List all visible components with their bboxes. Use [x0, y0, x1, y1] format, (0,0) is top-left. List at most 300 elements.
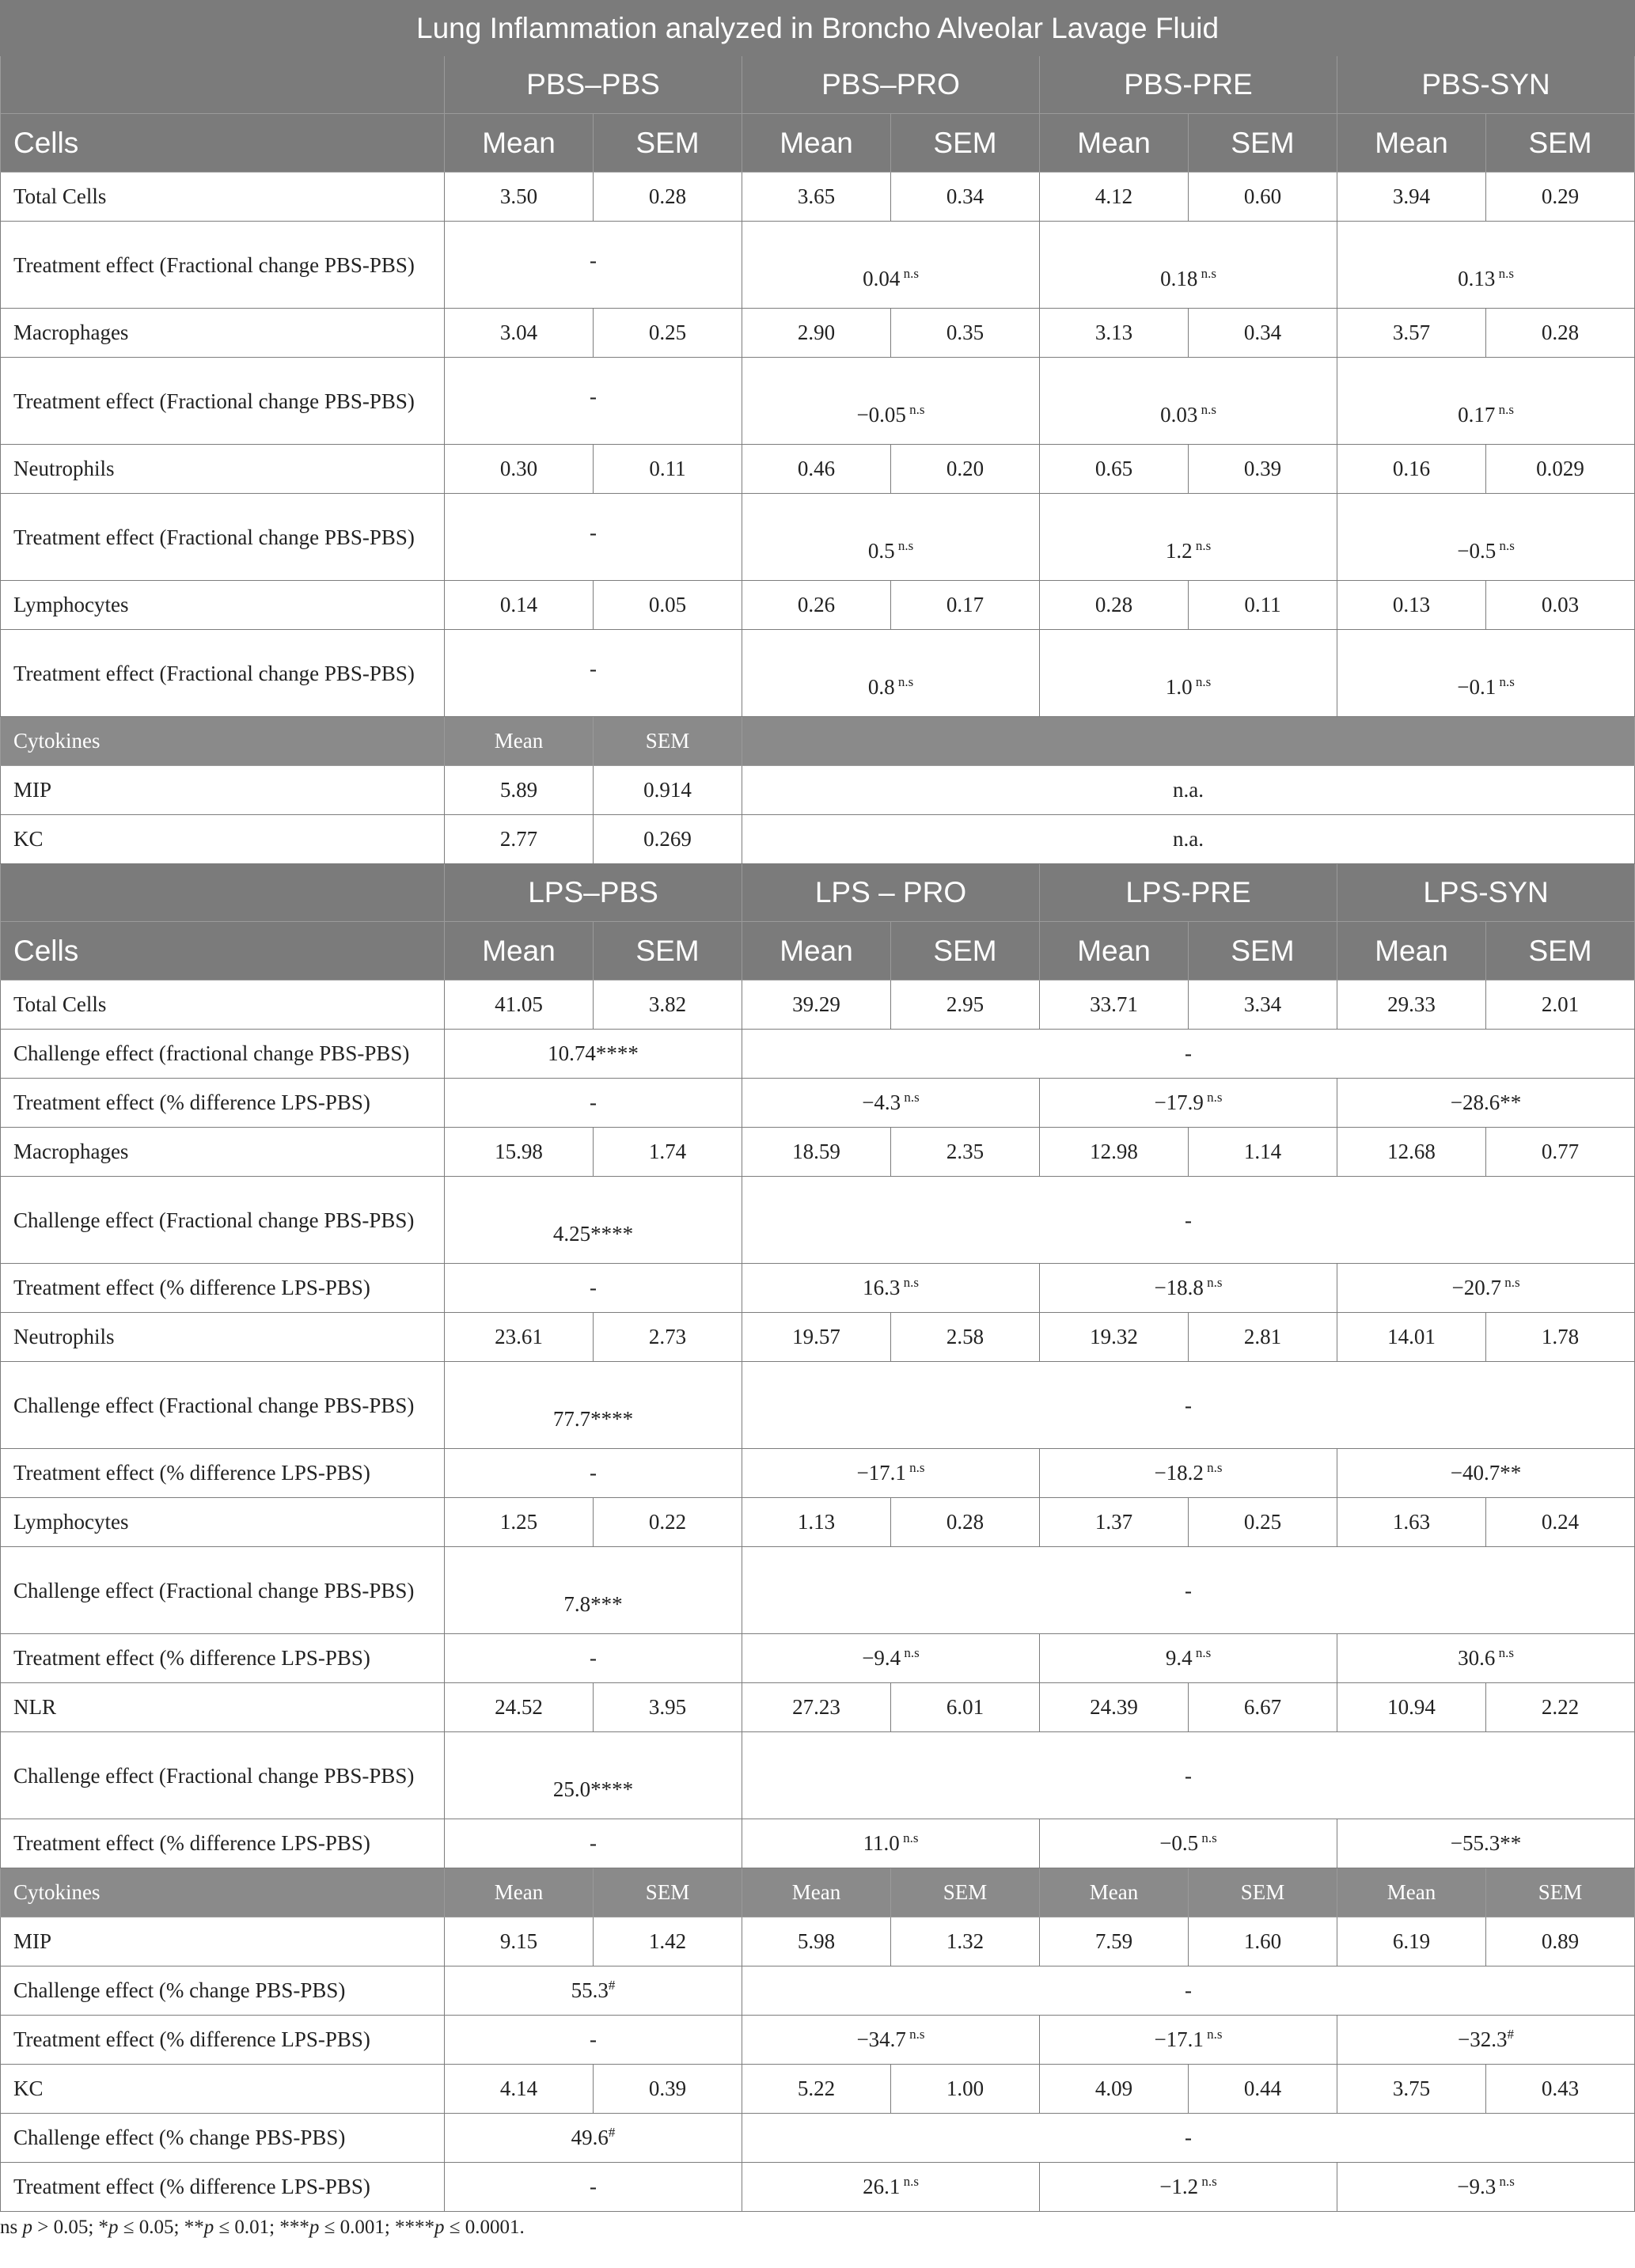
value-cell: 0.13 — [1337, 581, 1486, 630]
effect-cell: −0.05 $^{n.s}$ — [742, 358, 1040, 445]
effect-cell: −17.1 $^{n.s}$ — [1040, 2016, 1337, 2065]
challenge-rest-cell: - — [742, 2114, 1635, 2163]
lps-challenge-row — [1, 1732, 1635, 1819]
pbs-treatment-row — [1, 494, 1635, 581]
value-cell: 2.90 — [742, 309, 891, 358]
mean-header: Mean — [742, 922, 891, 980]
significance-mark: n.s — [1203, 1460, 1223, 1475]
pbs-subheader-row — [1, 114, 1635, 173]
lps-group-1: LPS – PRO — [742, 864, 1040, 922]
value-cell: 1.14 — [1189, 1128, 1337, 1177]
row-label: Treatment effect (% difference LPS-PBS) — [1, 1634, 445, 1683]
lps-challenge-row — [1, 2114, 1635, 2163]
significance-mark: n.s — [1192, 674, 1212, 689]
significance-mark: n.s — [1495, 1645, 1514, 1660]
lps-cells-label: Cells — [1, 922, 445, 980]
sem-header: SEM — [1486, 114, 1635, 173]
cytokines-label: Cytokines — [1, 1868, 445, 1917]
mean-header: Mean — [445, 114, 594, 173]
row-label: Challenge effect (% change PBS-PBS) — [1, 1966, 445, 2016]
value-cell: 0.14 — [445, 581, 594, 630]
lps-group-0: LPS–PBS — [445, 864, 742, 922]
sem-header: SEM — [1189, 1868, 1337, 1917]
value-cell: 0.17 — [891, 581, 1040, 630]
p-symbol: p — [203, 2217, 214, 2238]
value-cell: 3.50 — [445, 173, 594, 222]
pbs-data-row — [1, 173, 1635, 222]
value-cell: 3.65 — [742, 173, 891, 222]
significance-mark: # — [608, 1978, 616, 1993]
effect-cell: −17.9 $^{n.s}$ — [1040, 1079, 1337, 1128]
table-title: Lung Inflammation analyzed in Broncho Alveolar Lavage Fluid — [1, 1, 1635, 56]
na-cell: n.a. — [742, 815, 1635, 864]
effect-cell: 0.04 $^{n.s}$ — [742, 222, 1040, 309]
value-cell: 2.77 — [445, 815, 594, 864]
effect-cell: −20.7 $^{n.s}$ — [1337, 1264, 1635, 1313]
row-label: Treatment effect (Fractional change PBS-PBS) — [1, 630, 445, 717]
value-cell: 1.37 — [1040, 1498, 1189, 1547]
lps-group-2: LPS-PRE — [1040, 864, 1337, 922]
row-label: Treatment effect (Fractional change PBS-PBS) — [1, 358, 445, 445]
value-cell: 0.60 — [1189, 173, 1337, 222]
value-cell: 0.34 — [1189, 309, 1337, 358]
challenge-rest-cell: - — [742, 1030, 1635, 1079]
value-cell: 5.89 — [445, 766, 594, 815]
pbs-cytokine-row — [1, 815, 1635, 864]
significance-mark: n.s — [1192, 538, 1212, 553]
row-label: MIP — [1, 766, 445, 815]
value-cell: 3.82 — [594, 980, 742, 1030]
value-cell: 2.58 — [891, 1313, 1040, 1362]
effect-cell: −34.7 $^{n.s}$ — [742, 2016, 1040, 2065]
lps-data-row — [1, 1313, 1635, 1362]
sem-header: SEM — [891, 922, 1040, 980]
significance-mark: n.s — [1197, 266, 1216, 281]
value-cell: 1.78 — [1486, 1313, 1635, 1362]
challenge-effect-cell: 25.0**** — [445, 1732, 742, 1819]
effect-cell: 9.4 $^{n.s}$ — [1040, 1634, 1337, 1683]
pbs-data-row — [1, 445, 1635, 494]
challenge-rest-cell: - — [742, 1362, 1635, 1449]
value-cell: 0.28 — [1486, 309, 1635, 358]
challenge-effect-cell: 55.3# — [445, 1966, 742, 2016]
effect-cell: −40.7** — [1337, 1449, 1635, 1498]
value-cell: 1.13 — [742, 1498, 891, 1547]
value-cell: 3.95 — [594, 1683, 742, 1732]
challenge-effect-cell: 10.74**** — [445, 1030, 742, 1079]
sem-header: SEM — [594, 1868, 742, 1917]
significance-mark: n.s — [1192, 1645, 1212, 1660]
row-label: Treatment effect (Fractional change PBS-PBS) — [1, 494, 445, 581]
row-label: Macrophages — [1, 1128, 445, 1177]
value-cell: 0.65 — [1040, 445, 1189, 494]
row-label: Treatment effect (% difference LPS-PBS) — [1, 1449, 445, 1498]
value-cell: 5.22 — [742, 2065, 891, 2114]
effect-cell: −0.5 $^{n.s}$ — [1040, 1819, 1337, 1868]
pbs-group-header-blank — [1, 56, 445, 114]
effect-cell: - — [445, 1264, 742, 1313]
effect-cell: 0.18 $^{n.s}$ — [1040, 222, 1337, 309]
effect-cell: 1.0 $^{n.s}$ — [1040, 630, 1337, 717]
effect-cell: −4.3 $^{n.s}$ — [742, 1079, 1040, 1128]
lps-cytokines-header-row — [1, 1868, 1635, 1917]
pbs-treatment-row — [1, 358, 1635, 445]
value-cell: 4.14 — [445, 2065, 594, 2114]
value-cell: 0.30 — [445, 445, 594, 494]
effect-cell: 16.3 $^{n.s}$ — [742, 1264, 1040, 1313]
value-cell: 1.63 — [1337, 1498, 1486, 1547]
challenge-effect-cell: 7.8*** — [445, 1547, 742, 1634]
value-cell: 23.61 — [445, 1313, 594, 1362]
sem-header: SEM — [594, 717, 742, 766]
effect-cell: −9.4 $^{n.s}$ — [742, 1634, 1040, 1683]
mean-header: Mean — [1337, 1868, 1486, 1917]
row-label: MIP — [1, 1917, 445, 1966]
lps-group-header-row — [1, 864, 1635, 922]
value-cell: 0.28 — [1040, 581, 1189, 630]
value-cell: 4.12 — [1040, 173, 1189, 222]
pbs-group-0: PBS–PBS — [445, 56, 742, 114]
mean-header: Mean — [742, 114, 891, 173]
row-label: Challenge effect (% change PBS-PBS) — [1, 2114, 445, 2163]
value-cell: 27.23 — [742, 1683, 891, 1732]
row-label: Total Cells — [1, 980, 445, 1030]
value-cell: 1.60 — [1189, 1917, 1337, 1966]
effect-cell: - — [445, 494, 742, 581]
row-label: Neutrophils — [1, 1313, 445, 1362]
row-label: Treatment effect (% difference LPS-PBS) — [1, 1079, 445, 1128]
challenge-effect-cell: 49.6# — [445, 2114, 742, 2163]
value-cell: 0.24 — [1486, 1498, 1635, 1547]
value-cell: 0.25 — [1189, 1498, 1337, 1547]
significance-mark: n.s — [1496, 674, 1515, 689]
lps-data-row — [1, 2065, 1635, 2114]
effect-cell: −18.2 $^{n.s}$ — [1040, 1449, 1337, 1498]
mean-header: Mean — [742, 1868, 891, 1917]
value-cell: 0.26 — [742, 581, 891, 630]
value-cell: 0.28 — [594, 173, 742, 222]
challenge-rest-cell: - — [742, 1547, 1635, 1634]
lps-treatment-row — [1, 1449, 1635, 1498]
significance-mark: n.s — [1198, 1830, 1217, 1845]
value-cell: 15.98 — [445, 1128, 594, 1177]
effect-cell: - — [445, 222, 742, 309]
significance-mark: n.s — [1496, 538, 1515, 553]
value-cell: 0.28 — [891, 1498, 1040, 1547]
cytokines-label: Cytokines — [1, 717, 445, 766]
pbs-group-header-row — [1, 56, 1635, 114]
lps-challenge-row — [1, 1547, 1635, 1634]
value-cell: 1.25 — [445, 1498, 594, 1547]
value-cell: 6.67 — [1189, 1683, 1337, 1732]
value-cell: 19.32 — [1040, 1313, 1189, 1362]
challenge-rest-cell: - — [742, 1732, 1635, 1819]
value-cell: 1.00 — [891, 2065, 1040, 2114]
value-cell: 2.22 — [1486, 1683, 1635, 1732]
sem-header: SEM — [594, 114, 742, 173]
lps-challenge-row — [1, 1966, 1635, 2016]
lps-subheader-row — [1, 922, 1635, 980]
lps-challenge-row — [1, 1030, 1635, 1079]
sem-header: SEM — [1189, 922, 1337, 980]
sem-header: SEM — [1486, 922, 1635, 980]
effect-cell: 30.6 $^{n.s}$ — [1337, 1634, 1635, 1683]
value-cell: 5.98 — [742, 1917, 891, 1966]
row-label: Treatment effect (% difference LPS-PBS) — [1, 2163, 445, 2212]
row-label: Lymphocytes — [1, 581, 445, 630]
row-label: Total Cells — [1, 173, 445, 222]
p-symbol: p — [108, 2217, 119, 2238]
value-cell: 1.74 — [594, 1128, 742, 1177]
significance-mark: n.s — [894, 674, 914, 689]
pbs-cytokine-row — [1, 766, 1635, 815]
lps-treatment-row — [1, 2163, 1635, 2212]
value-cell: 41.05 — [445, 980, 594, 1030]
pbs-cells-label: Cells — [1, 114, 445, 173]
effect-cell: −32.3# — [1337, 2016, 1635, 2065]
value-cell: 18.59 — [742, 1128, 891, 1177]
sem-header: SEM — [891, 1868, 1040, 1917]
lps-treatment-row — [1, 1079, 1635, 1128]
value-cell: 0.03 — [1486, 581, 1635, 630]
sem-header: SEM — [1486, 1868, 1635, 1917]
value-cell: 24.52 — [445, 1683, 594, 1732]
effect-cell: - — [445, 358, 742, 445]
value-cell: 0.44 — [1189, 2065, 1337, 2114]
value-cell: 12.68 — [1337, 1128, 1486, 1177]
effect-cell: - — [445, 1819, 742, 1868]
effect-cell: - — [445, 1449, 742, 1498]
significance-mark: n.s — [1203, 1275, 1223, 1290]
row-label: Treatment effect (% difference LPS-PBS) — [1, 2016, 445, 2065]
lps-data-row — [1, 980, 1635, 1030]
value-cell: 12.98 — [1040, 1128, 1189, 1177]
effect-cell: 26.1 $^{n.s}$ — [742, 2163, 1040, 2212]
value-cell: 2.81 — [1189, 1313, 1337, 1362]
p-symbol: p — [22, 2217, 32, 2238]
significance-mark: n.s — [1495, 402, 1514, 417]
value-cell: 2.35 — [891, 1128, 1040, 1177]
value-cell: 2.95 — [891, 980, 1040, 1030]
significance-mark: n.s — [1496, 2174, 1515, 2189]
effect-cell: 0.03 $^{n.s}$ — [1040, 358, 1337, 445]
effect-cell: - — [445, 1634, 742, 1683]
p-symbol: p — [434, 2217, 445, 2238]
value-cell: 0.914 — [594, 766, 742, 815]
significance-mark: # — [608, 2125, 616, 2140]
value-cell: 2.01 — [1486, 980, 1635, 1030]
table-body — [1, 1, 1635, 2212]
effect-cell: 0.13 $^{n.s}$ — [1337, 222, 1635, 309]
significance-mark: n.s — [901, 1090, 920, 1105]
significance-mark: # — [1507, 2027, 1515, 2042]
value-cell: 0.39 — [1189, 445, 1337, 494]
lps-treatment-row — [1, 1634, 1635, 1683]
value-cell: 1.32 — [891, 1917, 1040, 1966]
value-cell: 0.46 — [742, 445, 891, 494]
value-cell: 0.20 — [891, 445, 1040, 494]
value-cell: 2.73 — [594, 1313, 742, 1362]
value-cell: 0.16 — [1337, 445, 1486, 494]
table-title-row — [1, 1, 1635, 56]
value-cell: 6.01 — [891, 1683, 1040, 1732]
value-cell: 0.39 — [594, 2065, 742, 2114]
significance-mark: n.s — [1203, 2027, 1223, 2042]
row-label: Treatment effect (Fractional change PBS-PBS) — [1, 222, 445, 309]
effect-cell: - — [445, 630, 742, 717]
pbs-data-row — [1, 581, 1635, 630]
row-label: Treatment effect (% difference LPS-PBS) — [1, 1819, 445, 1868]
significance-mark: n.s — [900, 266, 919, 281]
lps-treatment-row — [1, 2016, 1635, 2065]
effect-cell: −0.5 $^{n.s}$ — [1337, 494, 1635, 581]
value-cell: 0.25 — [594, 309, 742, 358]
row-label: Challenge effect (Fractional change PBS-PBS) — [1, 1177, 445, 1264]
sem-header: SEM — [594, 922, 742, 980]
significance-mark: n.s — [894, 538, 914, 553]
value-cell: 24.39 — [1040, 1683, 1189, 1732]
value-cell: 0.269 — [594, 815, 742, 864]
row-label: KC — [1, 2065, 445, 2114]
pbs-group-2: PBS-PRE — [1040, 56, 1337, 114]
footnote: ns p > 0.05; *p ≤ 0.05; **p ≤ 0.01; ***p ≤ 0.001; ****p ≤ 0.0001. — [0, 2217, 525, 2238]
significance-mark: n.s — [1197, 402, 1216, 417]
significance-mark: n.s — [1495, 266, 1514, 281]
value-cell: 39.29 — [742, 980, 891, 1030]
effect-cell: 0.5 $^{n.s}$ — [742, 494, 1040, 581]
effect-cell: 11.0 $^{n.s}$ — [742, 1819, 1040, 1868]
value-cell: 29.33 — [1337, 980, 1486, 1030]
row-label: Lymphocytes — [1, 1498, 445, 1547]
value-cell: 0.29 — [1486, 173, 1635, 222]
challenge-effect-cell: 77.7**** — [445, 1362, 742, 1449]
row-label: NLR — [1, 1683, 445, 1732]
value-cell: 0.43 — [1486, 2065, 1635, 2114]
effect-cell: - — [445, 2016, 742, 2065]
effect-cell: 1.2 $^{n.s}$ — [1040, 494, 1337, 581]
value-cell: 9.15 — [445, 1917, 594, 1966]
significance-mark: n.s — [1203, 1090, 1223, 1105]
effect-cell: −0.1 $^{n.s}$ — [1337, 630, 1635, 717]
pbs-data-row — [1, 309, 1635, 358]
mean-header: Mean — [1337, 922, 1486, 980]
effect-cell: −55.3** — [1337, 1819, 1635, 1868]
lps-challenge-row — [1, 1362, 1635, 1449]
value-cell: 10.94 — [1337, 1683, 1486, 1732]
mean-header: Mean — [1040, 1868, 1189, 1917]
value-cell: 0.77 — [1486, 1128, 1635, 1177]
value-cell: 1.42 — [594, 1917, 742, 1966]
value-cell: 0.029 — [1486, 445, 1635, 494]
mean-header: Mean — [445, 922, 594, 980]
effect-cell: −9.3 $^{n.s}$ — [1337, 2163, 1635, 2212]
mean-header: Mean — [1337, 114, 1486, 173]
row-label: KC — [1, 815, 445, 864]
value-cell: 0.11 — [1189, 581, 1337, 630]
effect-cell: −18.8 $^{n.s}$ — [1040, 1264, 1337, 1313]
value-cell: 0.05 — [594, 581, 742, 630]
value-cell: 6.19 — [1337, 1917, 1486, 1966]
mean-header: Mean — [445, 717, 594, 766]
lps-treatment-row — [1, 1264, 1635, 1313]
effect-cell: −28.6** — [1337, 1079, 1635, 1128]
lps-group-3: LPS-SYN — [1337, 864, 1635, 922]
value-cell: 4.09 — [1040, 2065, 1189, 2114]
lps-group-header-blank — [1, 864, 445, 922]
row-label: Macrophages — [1, 309, 445, 358]
lps-data-row — [1, 1917, 1635, 1966]
value-cell: 3.75 — [1337, 2065, 1486, 2114]
value-cell: 33.71 — [1040, 980, 1189, 1030]
row-label: Neutrophils — [1, 445, 445, 494]
value-cell: 0.11 — [594, 445, 742, 494]
value-cell: 3.34 — [1189, 980, 1337, 1030]
row-label: Treatment effect (% difference LPS-PBS) — [1, 1264, 445, 1313]
value-cell: 0.35 — [891, 309, 1040, 358]
sem-header: SEM — [891, 114, 1040, 173]
row-label: Challenge effect (Fractional change PBS-PBS) — [1, 1732, 445, 1819]
significance-mark: n.s — [905, 402, 925, 417]
row-label: Challenge effect (fractional change PBS-PBS) — [1, 1030, 445, 1079]
cytokines-header-blank — [742, 717, 1635, 766]
row-label: Challenge effect (Fractional change PBS-PBS) — [1, 1547, 445, 1634]
lps-data-row — [1, 1128, 1635, 1177]
significance-mark: n.s — [900, 2174, 919, 2189]
challenge-rest-cell: - — [742, 1966, 1635, 2016]
significance-mark: n.s — [1500, 1275, 1520, 1290]
significance-mark: n.s — [900, 1275, 919, 1290]
lps-treatment-row — [1, 1819, 1635, 1868]
pbs-treatment-row — [1, 222, 1635, 309]
value-cell: 3.94 — [1337, 173, 1486, 222]
challenge-rest-cell: - — [742, 1177, 1635, 1264]
value-cell: 7.59 — [1040, 1917, 1189, 1966]
mean-header: Mean — [1040, 114, 1189, 173]
significance-mark: n.s — [901, 1645, 920, 1660]
pbs-group-1: PBS–PRO — [742, 56, 1040, 114]
significance-mark: n.s — [899, 1830, 919, 1845]
effect-cell: - — [445, 1079, 742, 1128]
pbs-group-3: PBS-SYN — [1337, 56, 1635, 114]
significance-mark: n.s — [905, 2027, 925, 2042]
lps-data-row — [1, 1498, 1635, 1547]
value-cell: 3.57 — [1337, 309, 1486, 358]
lps-data-row — [1, 1683, 1635, 1732]
value-cell: 0.89 — [1486, 1917, 1635, 1966]
challenge-effect-cell: 4.25**** — [445, 1177, 742, 1264]
pbs-treatment-row — [1, 630, 1635, 717]
effect-cell: −17.1 $^{n.s}$ — [742, 1449, 1040, 1498]
mean-header: Mean — [445, 1868, 594, 1917]
value-cell: 19.57 — [742, 1313, 891, 1362]
effect-cell: −1.2 $^{n.s}$ — [1040, 2163, 1337, 2212]
value-cell: 3.13 — [1040, 309, 1189, 358]
value-cell: 0.34 — [891, 173, 1040, 222]
na-cell: n.a. — [742, 766, 1635, 815]
significance-mark: n.s — [1198, 2174, 1217, 2189]
pbs-cytokines-header-row — [1, 717, 1635, 766]
lps-challenge-row — [1, 1177, 1635, 1264]
value-cell: 14.01 — [1337, 1313, 1486, 1362]
sem-header: SEM — [1189, 114, 1337, 173]
effect-cell: 0.17 $^{n.s}$ — [1337, 358, 1635, 445]
effect-cell: 0.8 $^{n.s}$ — [742, 630, 1040, 717]
p-symbol: p — [309, 2217, 320, 2238]
row-label: Challenge effect (Fractional change PBS-PBS) — [1, 1362, 445, 1449]
value-cell: 3.04 — [445, 309, 594, 358]
value-cell: 0.22 — [594, 1498, 742, 1547]
mean-header: Mean — [1040, 922, 1189, 980]
